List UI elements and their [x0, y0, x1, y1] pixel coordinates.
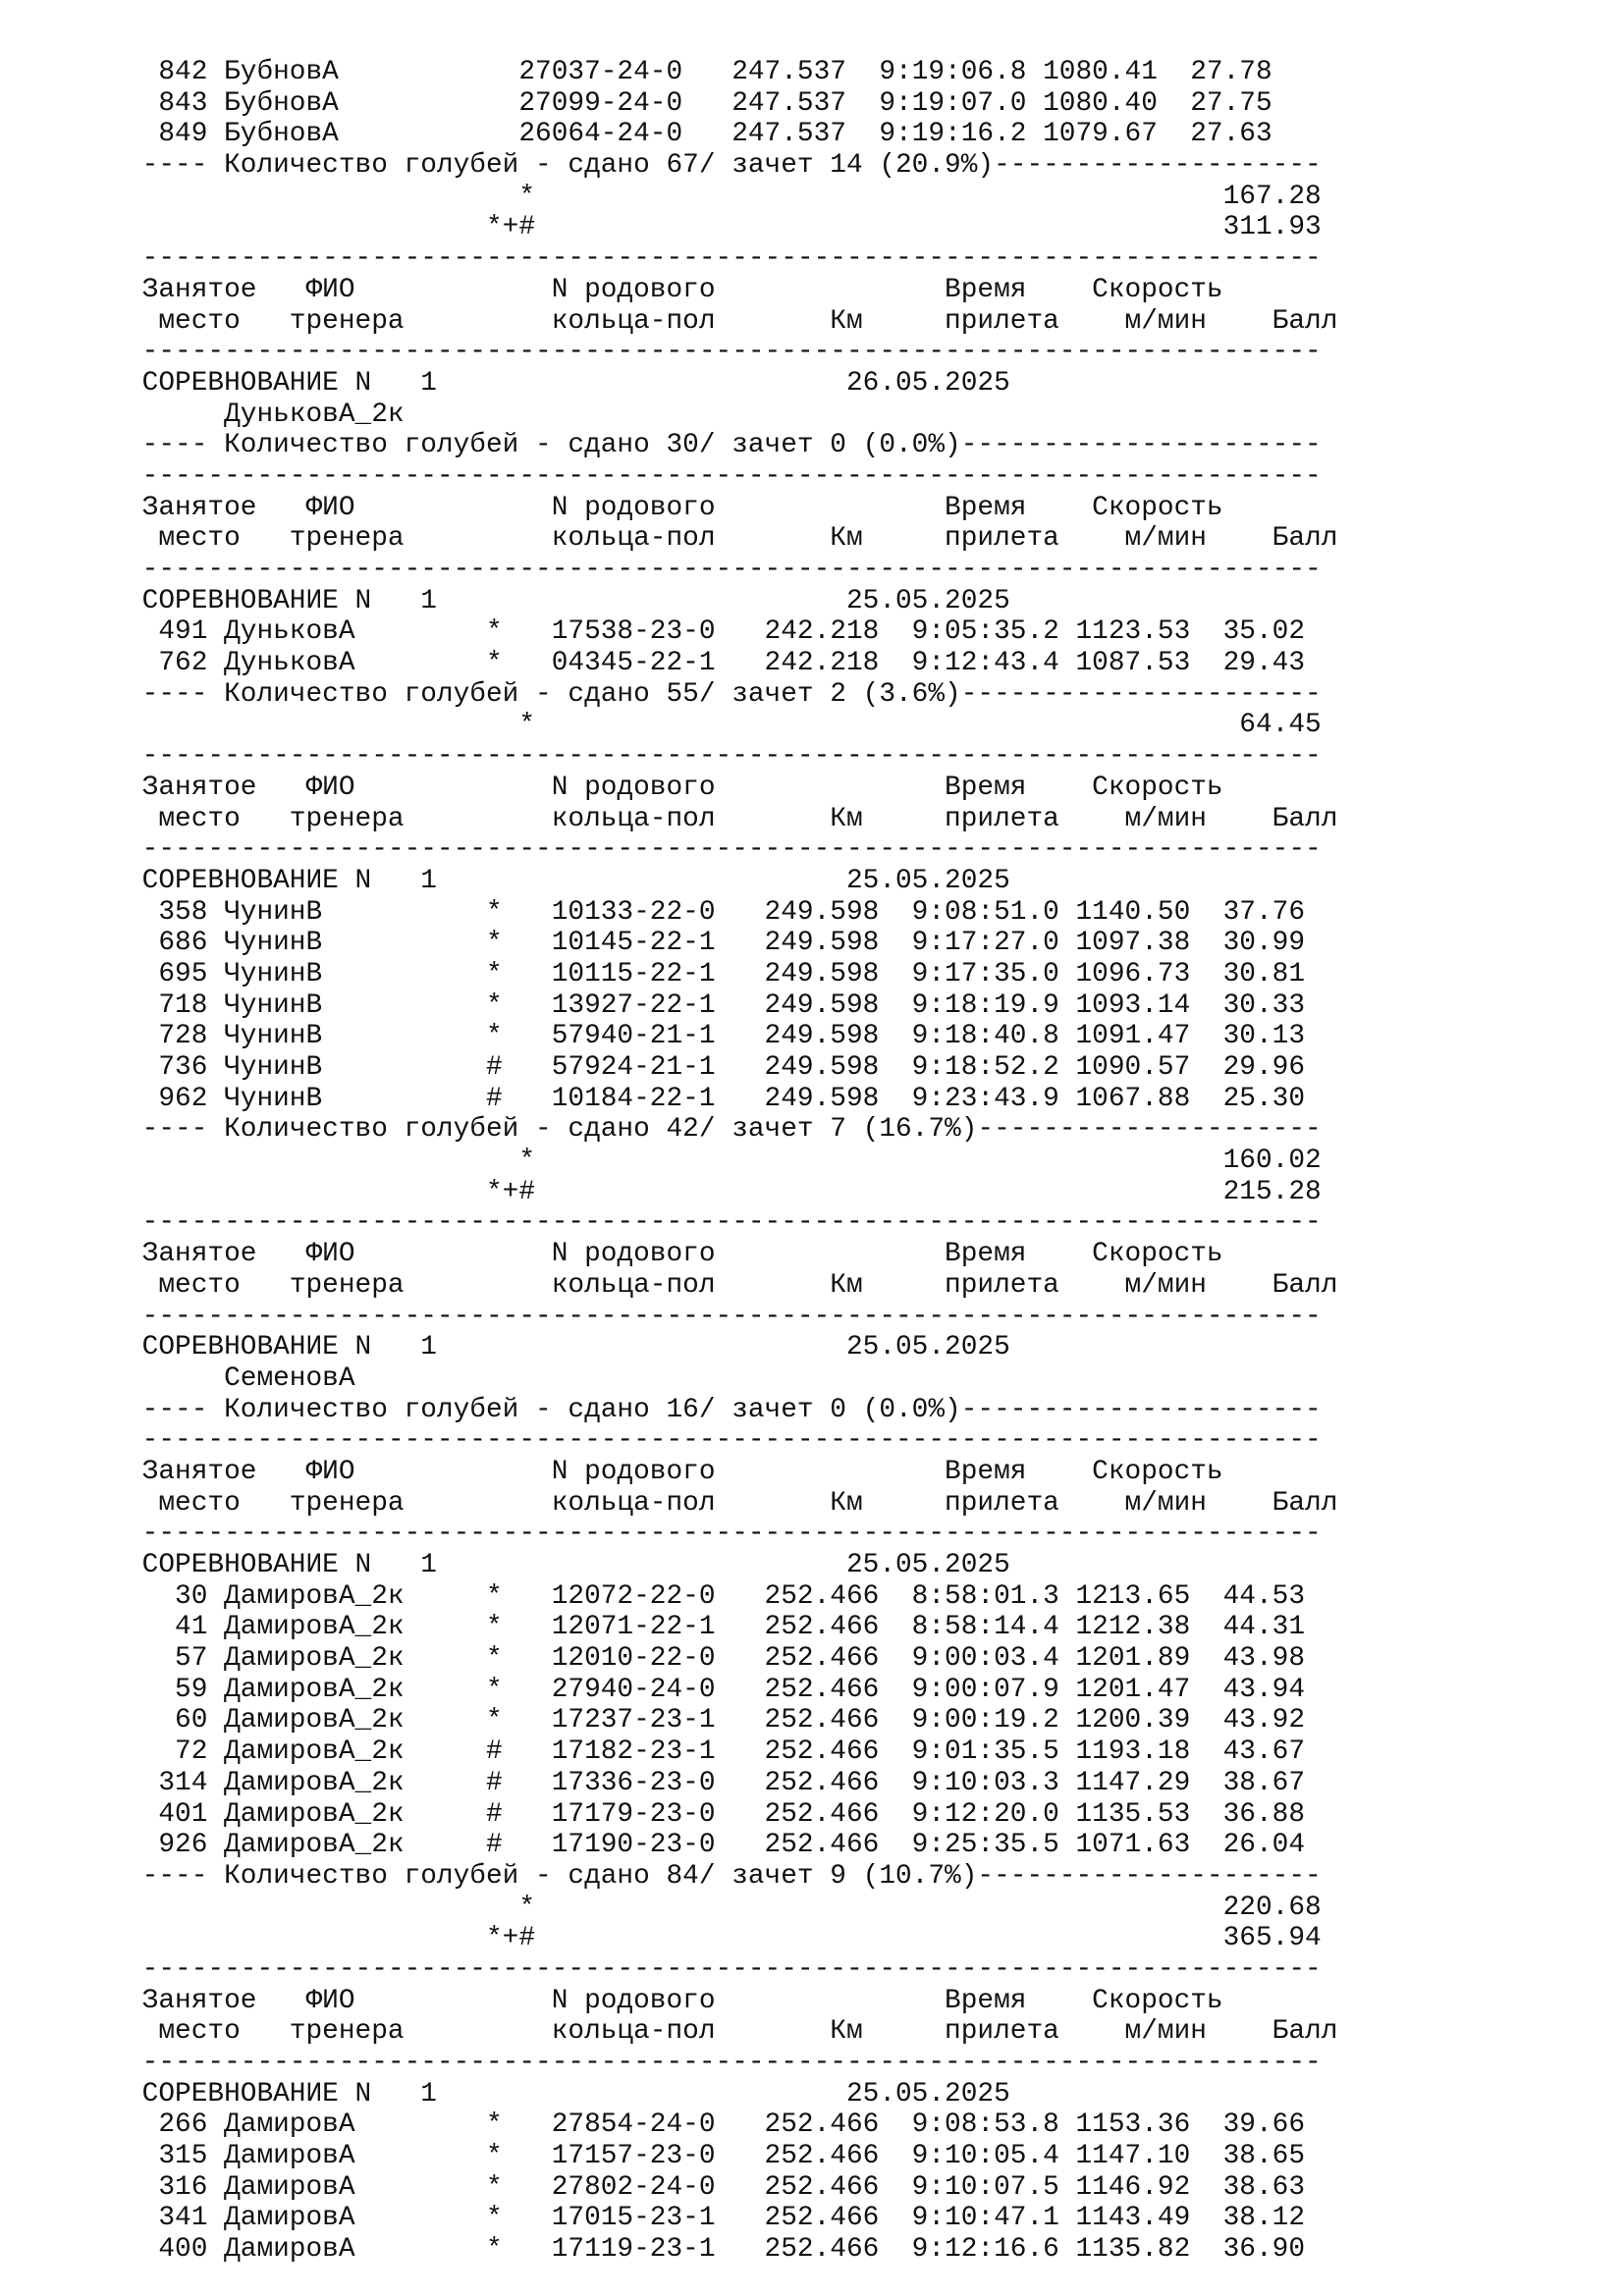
- competition-header: СОРЕВНОВАНИЕ N 1 26.05.2025: [126, 367, 1010, 399]
- column-header: Занятое ФИО N родового Время Скорость: [126, 1456, 1322, 1487]
- summary-line: ---- Количество голубей - сдано 67/ зачет 14 (20.9%)--------------------: [126, 150, 1322, 182]
- result-line: 695 ЧунинВ * 10115-22-1 249.598 9:17:35.0 1096.73 30.81: [126, 958, 1306, 989]
- column-header: место тренера кольца-пол Км прилета м/мин Балл: [126, 1269, 1338, 1301]
- result-line: 926 ДамировА_2к # 17190-23-0 252.466 9:25:35.5 1071.63 26.04: [126, 1830, 1306, 1861]
- competition-header: СОРЕВНОВАНИЕ N 1 25.05.2025: [126, 1550, 1010, 1580]
- score-total-line: *+# 215.28: [126, 1176, 1322, 1207]
- separator-line: ------------------------------------------------------------------------: [126, 1425, 1322, 1457]
- result-line: 57 ДамировА_2к * 12010-22-0 252.466 9:00:03.4 1201.89 43.98: [126, 1643, 1306, 1675]
- column-header: место тренера кольца-пол Км прилета м/мин Балл: [126, 2016, 1338, 2048]
- result-line: 316 ДамировА * 27802-24-0 252.466 9:10:07.5 1146.92 38.63: [126, 2171, 1306, 2203]
- result-line: 60 ДамировА_2к * 17237-23-1 252.466 9:00:19.2 1200.39 43.92: [126, 1705, 1306, 1736]
- score-total-line: * 220.68: [126, 1892, 1322, 1923]
- separator-line: ------------------------------------------------------------------------: [126, 243, 1322, 275]
- separator-line: ------------------------------------------------------------------------: [126, 741, 1322, 773]
- separator-line: ------------------------------------------------------------------------: [126, 834, 1322, 866]
- result-line: 59 ДамировА_2к * 27940-24-0 252.466 9:00:07.9 1201.47 43.94: [126, 1674, 1306, 1705]
- competition-header: СОРЕВНОВАНИЕ N 1 25.05.2025: [126, 1332, 1010, 1363]
- column-header: место тренера кольца-пол Км прилета м/мин Балл: [126, 803, 1338, 834]
- result-line: 400 ДамировА * 17119-23-1 252.466 9:12:16.6 1135.82 36.90: [126, 2234, 1306, 2266]
- separator-line: ------------------------------------------------------------------------: [126, 555, 1322, 585]
- result-line: 842 БубновА 27037-24-0 247.537 9:19:06.8 1080.41 27.78: [126, 57, 1272, 87]
- separator-line: ------------------------------------------------------------------------: [126, 1207, 1322, 1239]
- column-header: Занятое ФИО N родового Время Скорость: [126, 772, 1322, 803]
- result-line: 401 ДамировА_2к # 17179-23-0 252.466 9:12:20.0 1135.53 36.88: [126, 1798, 1306, 1830]
- column-header: Занятое ФИО N родового Время Скорость: [126, 1985, 1322, 2016]
- result-line: 341 ДамировА * 17015-23-1 252.466 9:10:47.1 1143.49 38.12: [126, 2203, 1306, 2234]
- column-header: Занятое ФИО N родового Время Скорость: [126, 492, 1322, 523]
- competition-header: СОРЕВНОВАНИЕ N 1 25.05.2025: [126, 2078, 1010, 2109]
- result-line: 686 ЧунинВ * 10145-22-1 249.598 9:17:27.0 1097.38 30.99: [126, 928, 1306, 959]
- summary-line: ---- Количество голубей - сдано 55/ зачет 2 (3.6%)----------------------: [126, 678, 1322, 710]
- fancier-name-line: СеменовА: [126, 1362, 355, 1394]
- column-header: Занятое ФИО N родового Время Скорость: [126, 1239, 1322, 1270]
- column-header: место тренера кольца-пол Км прилета м/мин Балл: [126, 523, 1338, 555]
- result-line: 72 ДамировА_2к # 17182-23-1 252.466 9:01:35.5 1193.18 43.67: [126, 1736, 1306, 1768]
- summary-line: ---- Количество голубей - сдано 30/ зачет 0 (0.0%)----------------------: [126, 430, 1322, 461]
- competition-header: СОРЕВНОВАНИЕ N 1 25.05.2025: [126, 865, 1010, 896]
- summary-line: ---- Количество голубей - сдано 42/ зачет 7 (16.7%)---------------------: [126, 1114, 1322, 1146]
- column-header: место тренера кольца-пол Км прилета м/мин Балл: [126, 1487, 1338, 1519]
- race-results-report: [126, 57, 1337, 2266]
- fancier-name-line: ДуньковА_2к: [126, 399, 405, 430]
- result-line: 962 ЧунинВ # 10184-22-1 249.598 9:23:43.9 1067.88 25.30: [126, 1083, 1306, 1114]
- column-header: Занятое ФИО N родового Время Скорость: [126, 274, 1322, 305]
- separator-line: ------------------------------------------------------------------------: [126, 1301, 1322, 1332]
- competition-header: СОРЕВНОВАНИЕ N 1 25.05.2025: [126, 585, 1010, 616]
- result-line: 762 ДуньковА * 04345-22-1 242.218 9:12:43.4 1087.53 29.43: [126, 648, 1306, 679]
- separator-line: ------------------------------------------------------------------------: [126, 1519, 1322, 1550]
- result-line: 728 ЧунинВ * 57940-21-1 249.598 9:18:40.8 1091.47 30.13: [126, 1021, 1306, 1052]
- score-total-line: * 167.28: [126, 181, 1322, 212]
- summary-line: ---- Количество голубей - сдано 84/ зачет 9 (10.7%)---------------------: [126, 1860, 1322, 1892]
- column-header: место тренера кольца-пол Км прилета м/мин Балл: [126, 305, 1338, 337]
- result-line: 315 ДамировА * 17157-23-0 252.466 9:10:05.4 1147.10 38.65: [126, 2141, 1306, 2172]
- score-total-line: *+# 365.94: [126, 1923, 1322, 1954]
- result-line: 41 ДамировА_2к * 12071-22-1 252.466 8:58:14.4 1212.38 44.31: [126, 1612, 1306, 1643]
- result-line: 736 ЧунинВ # 57924-21-1 249.598 9:18:52.2 1090.57 29.96: [126, 1052, 1306, 1083]
- result-line: 718 ЧунинВ * 13927-22-1 249.598 9:18:19.9 1093.14 30.33: [126, 989, 1306, 1021]
- separator-line: ------------------------------------------------------------------------: [126, 2048, 1322, 2078]
- result-line: 491 ДуньковА * 17538-23-0 242.218 9:05:35.2 1123.53 35.02: [126, 616, 1306, 648]
- summary-line: ---- Количество голубей - сдано 16/ зачет 0 (0.0%)----------------------: [126, 1394, 1322, 1425]
- result-line: 843 БубновА 27099-24-0 247.537 9:19:07.0 1080.40 27.75: [126, 87, 1272, 119]
- separator-line: ------------------------------------------------------------------------: [126, 1953, 1322, 1985]
- result-line: 266 ДамировА * 27854-24-0 252.466 9:08:53.8 1153.36 39.66: [126, 2109, 1306, 2141]
- result-line: 314 ДамировА_2к # 17336-23-0 252.466 9:10:03.3 1147.29 38.67: [126, 1767, 1306, 1798]
- result-line: 30 ДамировА_2к * 12072-22-0 252.466 8:58:01.3 1213.65 44.53: [126, 1580, 1306, 1612]
- result-line: 849 БубновА 26064-24-0 247.537 9:19:16.2 1079.67 27.63: [126, 119, 1272, 150]
- separator-line: ------------------------------------------------------------------------: [126, 460, 1322, 492]
- score-total-line: * 160.02: [126, 1146, 1322, 1177]
- score-total-line: * 64.45: [126, 710, 1322, 741]
- score-total-line: *+# 311.93: [126, 212, 1322, 243]
- result-line: 358 ЧунинВ * 10133-22-0 249.598 9:08:51.0 1140.50 37.76: [126, 896, 1306, 928]
- separator-line: ------------------------------------------------------------------------: [126, 337, 1322, 368]
